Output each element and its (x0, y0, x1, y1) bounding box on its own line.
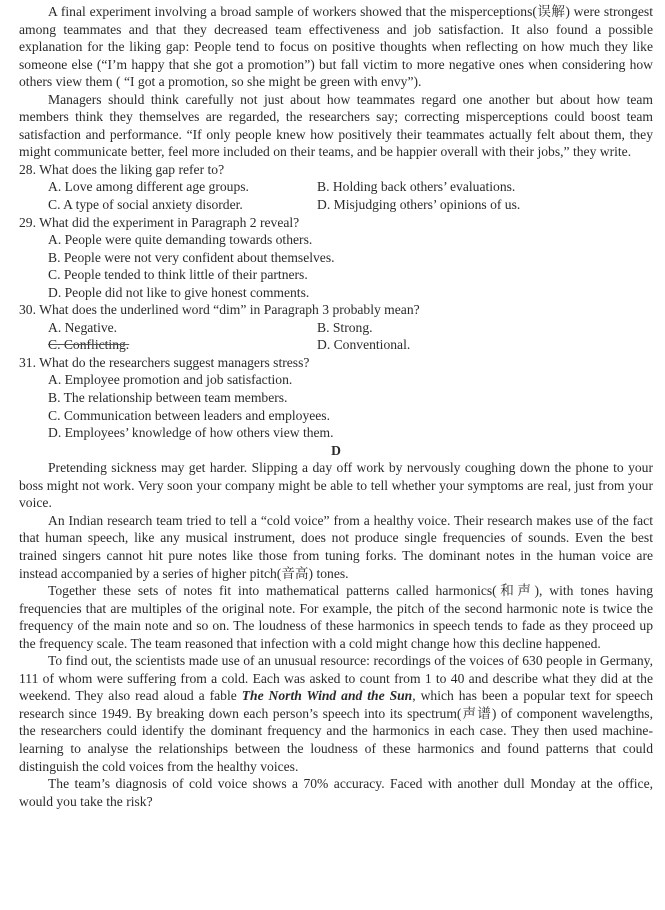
question-28 (19, 161, 653, 214)
question-stem: 31. What do the researchers suggest managers stress? (19, 354, 310, 370)
option-b[interactable]: B. Strong. (317, 319, 373, 335)
option-d[interactable]: D. Employees’ knowledge of how others view them. (48, 425, 334, 441)
question-stem: 29. What did the experiment in Paragraph 2 reveal? (19, 214, 300, 230)
passage-d-paragraph-1: Pretending sickness may get harder. Slipping a day off work by nervously coughing down the phone to your boss might not work. Very soon your company might be able to tell whether your symptoms are real, just from your voice. (19, 460, 653, 511)
option-c[interactable] (19, 336, 317, 354)
passage-c-paragraph-2: Managers should think carefully not just about how teammates regard one another but about how team members think they themselves are regarded, the researchers say; correcting misperceptions could boost team satisfaction and performance. “If only people knew how positively their teammates actually felt about them, they might communicate better, feel more included on their teams, and be happier overall with their jobs,” they write. (19, 91, 653, 160)
option-a[interactable]: A. Negative. (48, 319, 118, 335)
passage-d-paragraph-5: The team’s diagnosis of cold voice shows a 70% accuracy. Faced with another dull Monday at the office, would you take the risk? (19, 776, 653, 809)
option-a[interactable]: A. Love among different age groups. (48, 179, 249, 195)
passage-d-paragraph-2: An Indian research team tried to tell a “cold voice” from a healthy voice. Their research makes use of the fact that human speech, like any musical instrument, does not produce single frequencies of sounds. Even the best trained singers cannot hit pure notes like those from tuning forks. The dominant notes in the human voice are instead accompanied by a series of higher pitch(音高) tones. (19, 512, 653, 581)
option-d[interactable]: D. Conventional. (317, 337, 411, 353)
passage-d-paragraph-3: Together these sets of notes fit into mathematical patterns called harmonics(和声), with tones having frequencies that are multiples of the original note. For example, the pitch of the second harmonic note is twice the frequency of the main note and so on. The loudness of these harmonics in speech tends to fade as they proceed up the frequency scale. The team reasoned that infection with a cold might change how this decline happened. (19, 583, 653, 651)
option-c-text: C. Conflicting. (48, 337, 130, 353)
question-stem: 30. What does the underlined word “dim” in Paragraph 3 probably mean? (19, 302, 420, 318)
question-29 (19, 214, 653, 302)
option-c[interactable]: C. People tended to think little of their partners. (48, 267, 308, 283)
option-b[interactable]: B. Holding back others’ evaluations. (317, 179, 516, 195)
option-b[interactable]: B. People were not very confident about themselves. (48, 249, 335, 265)
option-b[interactable]: B. The relationship between team members. (48, 390, 288, 406)
passage-c-paragraph-1: A final experiment involving a broad sample of workers showed that the misperceptions(误解) were strongest among teammates and that they decreased team effectiveness and job satisfaction. It also found a possible explanation for the liking gap: People tend to focus on positive thoughts when reflecting on how much they like someone else (“I’m happy that she got a promotion”) but fall victim to more negative ones when considering how others view them ( “I got a promotion, so she might be green with envy”). (19, 4, 653, 90)
fable-title: The North Wind and the Sun (241, 688, 413, 704)
question-31 (19, 354, 653, 442)
question-30 (19, 301, 653, 354)
option-a[interactable]: A. Employee promotion and job satisfaction. (48, 372, 293, 388)
section-heading-d: D (331, 442, 341, 458)
option-c[interactable]: C. A type of social anxiety disorder. (48, 197, 243, 213)
passage-d-paragraph-4: To find out, the scientists made use of an unusual resource: recordings of the voices of 630 people in Germany, 111 of whom were suffering from a cold. Each was asked to count from 1 to 40 and describe what they did at the weekend. They also read aloud a fable The North Wind and the Sun, which has been a popular text for speech research since 1949. By breaking down each person’s speech into its spectrum(声谱) of component wavelengths, the researchers could identify the dominant frequency and the harmonics in each case. They then used machine-learning to analyse the relationships between the loudness of these harmonics and found patterns that could distinguish the cold voices from the healthy voices. (19, 653, 653, 774)
option-c[interactable]: C. Communication between leaders and employees. (48, 407, 330, 423)
option-d[interactable]: D. Misjudging others’ opinions of us. (317, 197, 521, 213)
option-a[interactable]: A. People were quite demanding towards others. (48, 232, 313, 248)
question-stem: 28. What does the liking gap refer to? (19, 161, 225, 177)
option-d[interactable]: D. People did not like to give honest comments. (48, 284, 310, 300)
